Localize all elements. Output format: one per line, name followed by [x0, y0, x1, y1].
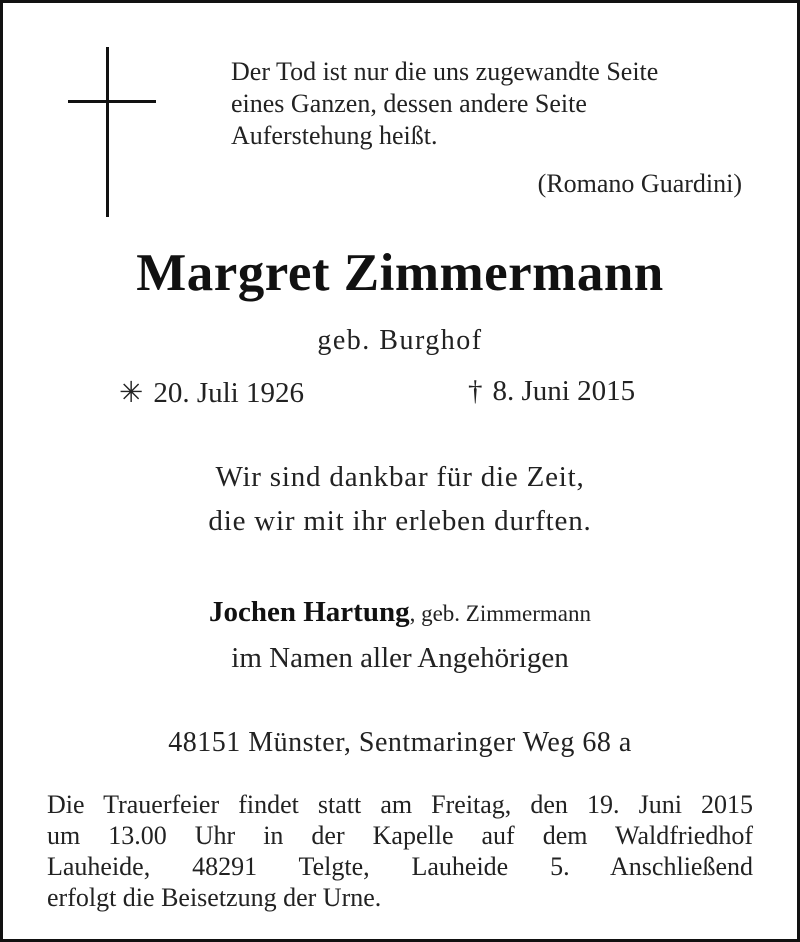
signature-relatives: im Namen aller Angehörigen	[231, 642, 569, 674]
death-date: 8. Juni 2015	[492, 375, 636, 407]
ceremony-line: erfolgt die Beisetzung der Urne.	[47, 883, 382, 912]
quote-line: eines Ganzen, dessen andere Seite	[231, 89, 587, 118]
signer-name: Jochen Hartung	[209, 596, 410, 628]
birth-date-group	[119, 375, 304, 410]
address: 48151 Münster, Sentmaringer Weg 68 a	[168, 727, 632, 758]
quote-author: (Romano Guardini)	[537, 169, 742, 198]
thanks-line: Wir sind dankbar für die Zeit,	[215, 461, 585, 493]
thanks-text	[3, 455, 797, 543]
quote	[231, 56, 658, 152]
ceremony-info	[47, 789, 753, 913]
quote-line: Der Tod ist nur die uns zugewandte Seite	[231, 57, 659, 86]
birth-name: geb. Burghof	[317, 325, 483, 356]
birth-star-icon: ✳	[119, 377, 144, 409]
cross-vertical-bar	[106, 47, 109, 217]
ceremony-line: um 13.00 Uhr in der Kapelle auf dem Waldfriedhof	[47, 821, 753, 850]
death-dagger-icon: †	[468, 375, 483, 407]
signature-line	[3, 593, 797, 633]
birth-date: 20. Juli 1926	[153, 377, 304, 409]
ceremony-line: Die Trauerfeier findet statt am Freitag, den 19. Juni 2015	[47, 790, 753, 819]
signer-birth-name: , geb. Zimmermann	[409, 601, 591, 626]
ceremony-line: Lauheide, 48291 Telgte, Lauheide 5. Anschließend	[47, 852, 753, 881]
signature	[3, 593, 797, 683]
thanks-line: die wir mit ihr erleben durften.	[208, 505, 592, 537]
life-dates	[3, 375, 797, 415]
cross-horizontal-bar	[68, 100, 156, 103]
quote-line: Auferstehung heißt.	[231, 121, 438, 150]
deceased-name: Margret Zimmermann	[136, 244, 664, 302]
death-date-group	[468, 375, 635, 408]
